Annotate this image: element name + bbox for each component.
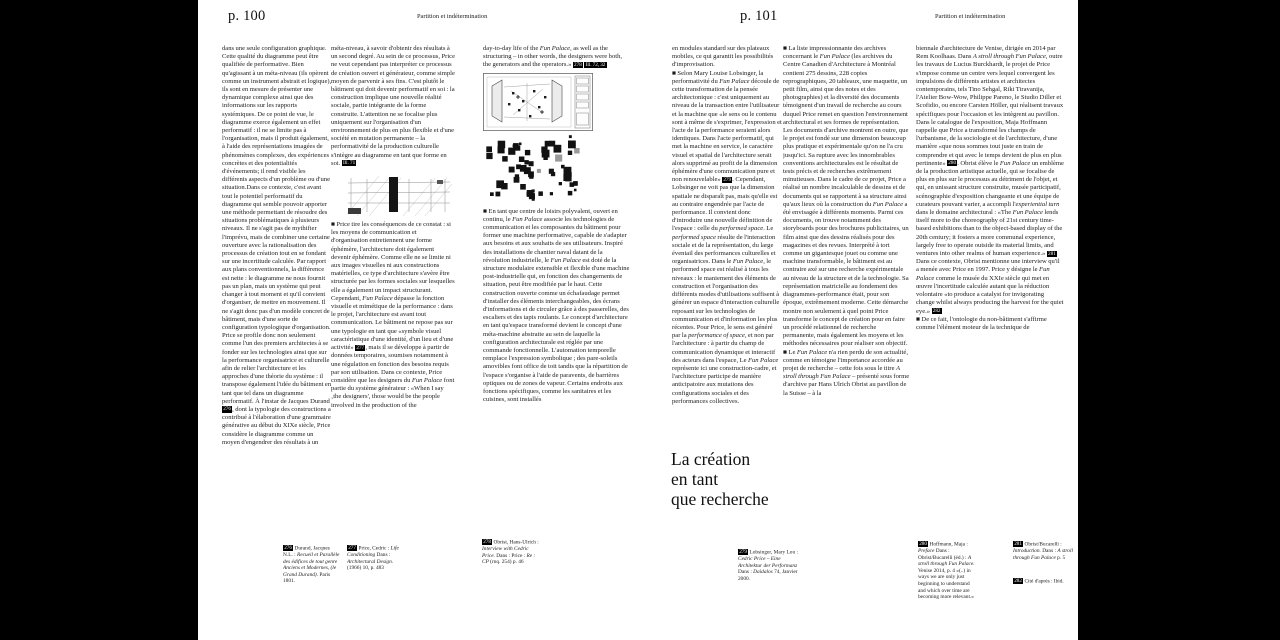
fun-palace-sketch-drawing	[345, 172, 453, 218]
inline-ref-badge: 282	[932, 308, 941, 314]
column-3	[916, 45, 1064, 533]
column-1	[222, 45, 332, 553]
inline-ref-badge: 280	[919, 541, 927, 547]
inline-ref-badge: 280	[948, 160, 957, 167]
inline-ref-badge: 279	[739, 549, 747, 555]
footnote-279: 279 Lobsinger, Mary Lou : Cedric Price – Eine Architektur der Performanz Dans : Daidalos 74, Janvier 2000.	[738, 549, 798, 582]
spread-paper	[198, 0, 1078, 640]
inline-ref-badge: 281	[1047, 250, 1056, 257]
inline-ref-badge: 282	[1014, 578, 1022, 584]
dot-matrix-drawing	[483, 133, 583, 205]
paragraph: méta-niveau, à savoir d'obtenir des résultats à un second degré. Au sein de ce processus, Price ne veut cependant pas interpréter ce processus de création ouvert et générateur, comme simple moyen de parvenir à ses fins. C'est plutôt le bâtiment qui doit devenir performatif en soi : la construction implique une nouvelle réalité sociale, partie intégrante de la forme construite. L'attention ne se focalise plus uniquement sur l'organisation d'un environnement de plus en plus flexible et d'une société en mutation permanente – la performativité de la production culturelle s'intègre au diagramme en tant que forme en soi. Ill. 71	[331, 45, 455, 167]
inline-ref-badge: 277	[356, 344, 365, 351]
page-number: p. 101	[740, 8, 778, 24]
paragraph: ■ Price tire les conséquences de ce constat : si les moyens de communication et d'organisation entretiennent une forme éphémère, l'architecture doit également devenir éphémère. Comme elle ne se limite ni aux images visuelles ni aux constructions matérielles, ce type d'architecture s'avère être structurée par les formes sociales sur lesquelles elle a également un impact structurant. Cependant, Fun Palace dépasse la fonction visuelle et mimétique de la performance : dans le projet, l'architecture est avant tout communication. Le bâtiment ne repose pas sur une typologie en tant que «symbole visuel caractéristique d'une identité, d'un lieu et d'une activité» 277, mais il se développe à partir de données temporaires, soumises notamment à une régulation en fonction des besoins requis par son utilisation. Dans ce contexte, Price considère que les designers du Fun Palace font partie du système générateur : «When I say ‚the designers', those would be the people involved in the production of the	[331, 221, 455, 409]
paragraph: ■ La liste impressionnante des archives concernant le Fun Palace (les archives du Centre Canadien d'Architecture à Montréal contient 275 dessins, 228 copies reprographiques, 20 tableaux, une maquette, un petit film, ainsi que des notes et des photographies) et la diversité des documents témoignent d'un travail de recherche au cours duquel Price remet en question l'environnement architectural et ses formes de représentation. Les documents d'archive montrent en outre, que le projet est fondé sur une dimension beaucoup plus pratique et expérimentale qu'on ne l'a cru jusqu'ici. Sa rupture avec les innombrables conventions architecturales est le résultat de tests précis et de recherches extrêmement minutieuses. Dans le cadre de ce projet, Price a réalisé un nombre incalculable de dessins et de documents qui se rapportent à sa structure ainsi qu'aux lieux où la construction du Fun Palace a été envisagée à différents moments. Parmi ces documents, on trouve notamment des storyboards pour des brochures publicitaires, un film ainsi que des dessins réalisés pour des magazines et des revues. Interprété à tort comme un gigantesque jouet ou comme une machine transformable, le bâtiment est au contraire axé sur une recherche expérimentale au niveau de la structure et de la technologie. Sa représentation matricielle au fondement des diagrammes-performance était, pour son époque, extrêmement moderne. Cette démarche montre non seulement à quel point Price transforme le concept de création pour en faire un procédé relationnel de recherche permanente, mais également les moyens et les méthodes nécessaires pour réaliser son objectif.	[783, 45, 909, 348]
heading-line: en tant	[671, 468, 719, 489]
paragraph: en modules standard sur des plateaux mobiles, ce qui garantit les possibilités d'improvisation.	[672, 45, 774, 69]
column-3	[483, 45, 630, 557]
running-title: Partition et indétermination	[935, 13, 1006, 20]
figure-fun-palace-sketch	[345, 172, 455, 218]
inline-ref-badge: 278	[483, 539, 491, 545]
footnote-278: 278 Obrist, Hans-Ulrich : Interview with Cedric Price. Dans : Price : Re : CP (rnq. 254) p. 46	[482, 539, 539, 566]
page-101	[638, 0, 1078, 640]
paragraph: dans une seule configuration graphique. Cette qualité du diagramme peut être qualifiée de performative. Bien qu'agissant à un méta-niveau (ils opèrent comme un instrument abstrait et logique), ils sont en mesure de présenter une dynamique complexe ainsi que des informations sur les rapports systémiques. De ce point de vue, le diagramme exerce également un effet performatif : il ne se limite pas à l'organisation, mais il produit également, à l'aide des représentations imagées de phénomènes complexes, des expériences concrètes et des potentialités d'événements; il rend visible les différents aspects d'un problème ou d'une situation.Dans ce contexte, c'est avant tout le potentiel performatif du diagramme qui semble pouvoir apporter une méthode permettant de résoudre des situations problématiques à plusieurs niveaux. Il ne s'agit pas de mythifier l'imprévu, mais de combiner une certaine ouverture avec la rationalisation des processus de création tout en se fondant sur une incertitude calculée. Par rapport aux plans conventionnels, la différence est nette : le diagramme ne nous fournit pas un plan, mais un système qui peut changer à tout moment et qu'il convient d'organiser, de mettre en mouvement. Il ne s'agit donc pas d'un modèle concret de bâtiment, mais d'une sorte de configuration typologique d'organisation. Price se profile donc non seulement comme l'un des premiers architectes à se fonder sur les technologies ainsi que sur la performance organisatrice et culturelle afin de relier l'architecture et les approches d'une théorie du système : il transpose également l'idée du bâtiment en tant que tel dans un diagramme performatif. À l'instar de Jacques Durand 276, dont la typologie des constructions a contribué à l'élaboration d'une grammaire générative au début du XIXe siècle, Price considère le diagramme comme un moyen d'engendrer des résultats à un	[222, 45, 332, 446]
paragraph: ■ Le Fun Palace n'a rien perdu de son actualité, comme en témoigne l'importance accordée au projet de recherche – cette fois sous le titre A stroll through Fun Palace – présenté sous forme d'archive par Hans Ulrich Obrist au pavillon de la Suisse – à la	[783, 348, 910, 397]
inline-ref-badge: Ill. 72, 32	[585, 61, 606, 68]
inline-ref-badge: 279	[723, 176, 732, 183]
inline-ref-badge: 278	[574, 61, 582, 68]
inline-ref-badge: 276	[223, 406, 231, 413]
inline-ref-badge: 276	[284, 545, 292, 551]
footnote-282: 282 Cité d'après : Ibid.	[1014, 578, 1064, 585]
footnote-280: 280 Hoffmann, Maja : Preface Dans : Obrist/Bucarelli (éd.) : A stroll through Fun Palace. Venise 2014, p. 4 «(..) in ways we are only just beginning to understand and which over time are becoming more relevant.»	[918, 541, 975, 601]
fun-palace-plan-drawing	[483, 73, 593, 131]
footnote-277: 277 Price, Cedric : Life Conditioning Dans : Architectural Design. (1966) 10, p. 483	[347, 545, 399, 572]
heading-line: La création	[671, 449, 751, 469]
inline-ref-badge: 277	[348, 545, 356, 551]
page-number: p. 100	[228, 8, 266, 24]
section-heading	[671, 450, 881, 509]
column-1	[672, 45, 782, 448]
paragraph: biennale d'architecture de Venise, dirigée en 2014 par Rem Koolhaas. Dans A stroll through Fun Palace, outre les travaux de Lucius Burckhardt, le projet de Price s'impose comme un centre vers lequel convergent les impulsions de différents artistes et architectes contemporains, tels Tino Sehgal, Riki Tiravanija, l'Atelier Bow-Wow, Philippe Pareno, le Studio Diller et Scofidio, ou encore Carsten Höller, qui réalisent travaux spécifiques pour l'occasion et les intègrent au pavillon. Dans le catalogue de l'exposition, Maja Hoffmann rappelle que Price a transformé les champs de l'urbanisme, de la sociologie et de l'architecture, d'une manière «que nous sommes tout juste en train de comprendre et qui avec le temps devient de plus en plus pertinente» 280. Obrist élève le Fun Palace un emblème de la production artistique actuelle, qui se focalise de plus en plus sur le processus au détriment de l'objet, et qui, en unissant structure construite, musée participatif, scénographie d'exposition changeante et une équipe de curateurs pouvant varier, a accompli l'experiential turn dans le domaine architectural : «The Fun Palace lends itself more to the choreography of 21st century time-based exhibitions than to the object-based display of the 20th century; it fosters a more communal experience, largely free to operate outside its material limits, and ventures into other realms of human experience.» 281 Dans ce contexte, Obrist mentionne une interview qu'il a menée avec Price en 1997. Price y désigne le Fun Palace comme le musée du XXIe siècle qui met en œuvre l'incertitude calculée autant que la réduction volontaire «to produce a catalyst for invigorating change whilst always producing the harvest for the quiet eye.» 282	[916, 45, 1064, 315]
paragraph: day-to-day life of the Fun Palace, as well as the structuring – in other words, the designers were both, the generators and the operators.» 278 Ill. 72, 32	[483, 45, 623, 69]
column-2	[331, 45, 455, 557]
inline-ref-badge: 281	[1014, 541, 1022, 547]
footnote-276: 276 Durand, Jacques N.L. : Recueil et Parallèle des édifices de tout genre Anciens et Modernes, (le Grand Durand). Paris 1801.	[283, 545, 340, 585]
running-title: Partition et indétermination	[417, 13, 488, 20]
paragraph: ■ De ce fait, l'ontologie du non-bâtiment s'affirme comme l'élément moteur de la technique de	[916, 315, 1047, 331]
page-100	[198, 0, 638, 640]
heading-line: que recherche	[671, 488, 769, 509]
inline-ref-badge: Ill. 71	[342, 160, 356, 167]
footnote-281: 281 Obrist/Bucarelli : Introduction. Dans : A stroll through Fun Palace p. 5	[1013, 541, 1073, 561]
paragraph: ■ Selon Mary Louise Lobsinger, la performativité du Fun Palace découle de cette transformation de la pensée architectonique : c'est uniquement au niveau de la transaction entre l'utilisateur et la machine que «le sens ou le contenu sont à même de s'exprimer, l'expression et l'acte de la performance seraient alors identiques. Dans l'acte performatif, qui met la machine en service, le caractère visuel et spatial de l'architecture serait alors supprimé au profit de la dimension éphémère d'une communication pure et non renouvelable» 279. Cependant, Lobsinger ne voit pas que la dimension spatiale ne disparaît pas, mais qu'elle est au contraire engendrée par l'acte de performance. Il convient donc d'introduire une nouvelle définition de l'espace : celle du performed space. Le performed space résulte de l'interaction sociale et de la représentation, du large éventail des performances culturelles et organisatrices. Dans le Fun Palace, le performed space est réalisé à tous les niveaux : le maniement des éléments de construction et l'organisation des différents modes d'utilisations suffisent à générer un espace d'interaction culturelle reposant sur les technologies de communication et d'information les plus récentes. Pour Price, le sens est généré par la performance of space, et non par l'architecture : à partir du champ de communication dynamique et interactif des acteurs dans l'espace, Le Fun Palace représente ici une construction-cadre, et l'architecture participe de manière anticipatoire aux mutations des configurations sociales et des performances collectives.	[672, 69, 782, 405]
figure-dot-matrix	[483, 133, 630, 205]
figure-fun-palace-plan	[483, 73, 630, 131]
paragraph: ■ En tant que centre de loisirs polyvalent, ouvert en continu, le Fun Palace associe les technologies de communication et les composantes du bâtiment pour former une machine performative, capable de s'adapter aux besoins et aux souhaits de ses utilisateurs. Inspiré des installations de chantier naval datant de la révolution industrielle, le Fun Palace est doté de la structure modulaire extensible et flexible d'une machine post-industrielle qui, en fonction des changements de situation, peut être modifiée par le haut. Cette construction ouverte comme un échafaudage permet d'installer des éléments interchangeables, des écrans d'informations et de circuler grâce à des passerelles, des escaliers et des tapis roulants. Le concept d'architecture en tant qu'espace transformé devient le concept d'une méta-machine abstraite au sein de laquelle la configuration architecturale est réglée par une commande fonctionnelle. L'automation temporelle remplace l'expression symbolique ; des pare-soleils amovibles font office de toit tandis que la répartition de l'espace s'organise à l'aide de paravents, de barrières optiques ou de zones de vapeur. Certains endroits aux fonctions spécifiques, comme les sanitaires et les cuisines, sont installés	[483, 207, 630, 404]
